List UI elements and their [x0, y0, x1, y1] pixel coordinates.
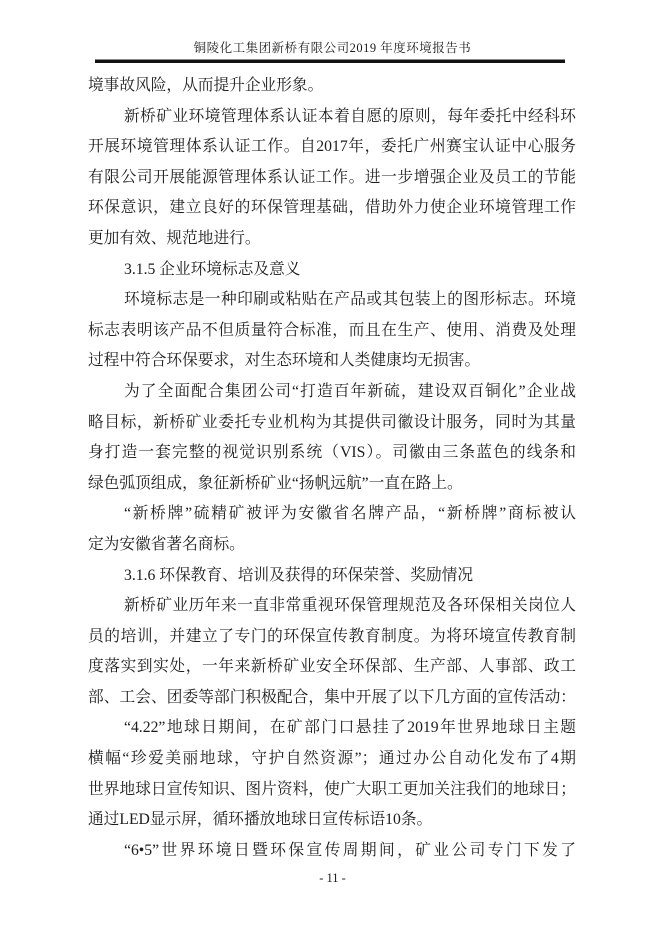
text-line: 为了全面配合集团公司“打造百年新硫，建设双百铜化”企业战: [124, 382, 576, 400]
text-line: 身打造一套完整的视觉识别系统（VIS）。司徽由三条蓝色的线条和: [88, 444, 576, 462]
page-number: - 11 -: [319, 871, 346, 885]
document-body: [88, 71, 576, 866]
text-line: 新桥矿业环境管理体系认证本着自愿的原则，每年委托中经科环: [124, 107, 576, 125]
text-line: 更加有效、规范地进行。: [88, 229, 261, 247]
text-line: 3.1.5 企业环境标志及意义: [124, 260, 301, 278]
text-line: 境事故风险，从而提升企业形象。: [88, 77, 324, 94]
text-line: 3.1.6 环保教育、培训及获得的环保荣誉、奖励情况: [124, 566, 474, 584]
text-line: 略目标，新桥矿业委托专业机构为其提供司徽设计服务，同时为其量: [88, 413, 576, 431]
text-line: 标志表明该产品不但质量符合标准，而且在生产、使用、消费及处理: [88, 321, 576, 339]
text-line: “4.22”地球日期间，在矿部门口悬挂了2019年世界地球日主题: [124, 719, 576, 737]
text-line: 定为安徽省著名商标。: [88, 535, 245, 553]
text-line: 开展环境管理体系认证工作。自2017年，委托广州赛宝认证中心服务: [88, 138, 576, 156]
text-line: 环保意识，建立良好的环保管理基础，借助外力使企业环境管理工作: [88, 199, 576, 217]
text-line: “新桥牌”硫精矿被评为安徽省名牌产品，“新桥牌”商标被认: [124, 505, 576, 523]
text-line: 过程中符合环保要求，对生态环境和人类健康均无损害。: [88, 352, 481, 370]
text-line: 员的培训，并建立了专门的环保宣传教育制度。为将环境宣传教育制: [88, 627, 576, 645]
text-line: 世界地球日宣传知识、图片资料，使广大职工更加关注我们的地球日；: [88, 780, 576, 798]
report-title: 铜陵化工集团新桥有限公司2019 年度环境报告书: [193, 41, 472, 55]
text-line: 环境标志是一种印刷或粘贴在产品或其包装上的图形标志。环境: [124, 291, 576, 309]
text-line: 部、工会、团委等部门积极配合，集中开展了以下几方面的宣传活动：: [88, 688, 576, 706]
text-line: 度落实到实处，一年来新桥矿业安全环保部、生产部、人事部、政工: [88, 658, 576, 676]
text-line: 绿色弧顶组成，象征新桥矿业“扬帆远航”一直在路上。: [88, 474, 463, 492]
page-footer: [0, 870, 665, 886]
text-line: 有限公司开展能源管理体系认证工作。进一步增强企业及员工的节能: [88, 168, 576, 186]
text-line: 新桥矿业历年来一直非常重视环保管理规范及各环保相关岗位人: [124, 597, 576, 615]
header-rule: [95, 59, 565, 63]
text-line: 横幅“珍爱美丽地球，守护自然资源”；通过办公自动化发布了4期: [88, 750, 576, 768]
text-line: “6•5”世界环境日暨环保宣传周期间，矿业公司专门下发了: [124, 841, 576, 859]
text-line: 通过LED显示屏，循环播放地球日宣传标语10条。: [88, 811, 433, 829]
